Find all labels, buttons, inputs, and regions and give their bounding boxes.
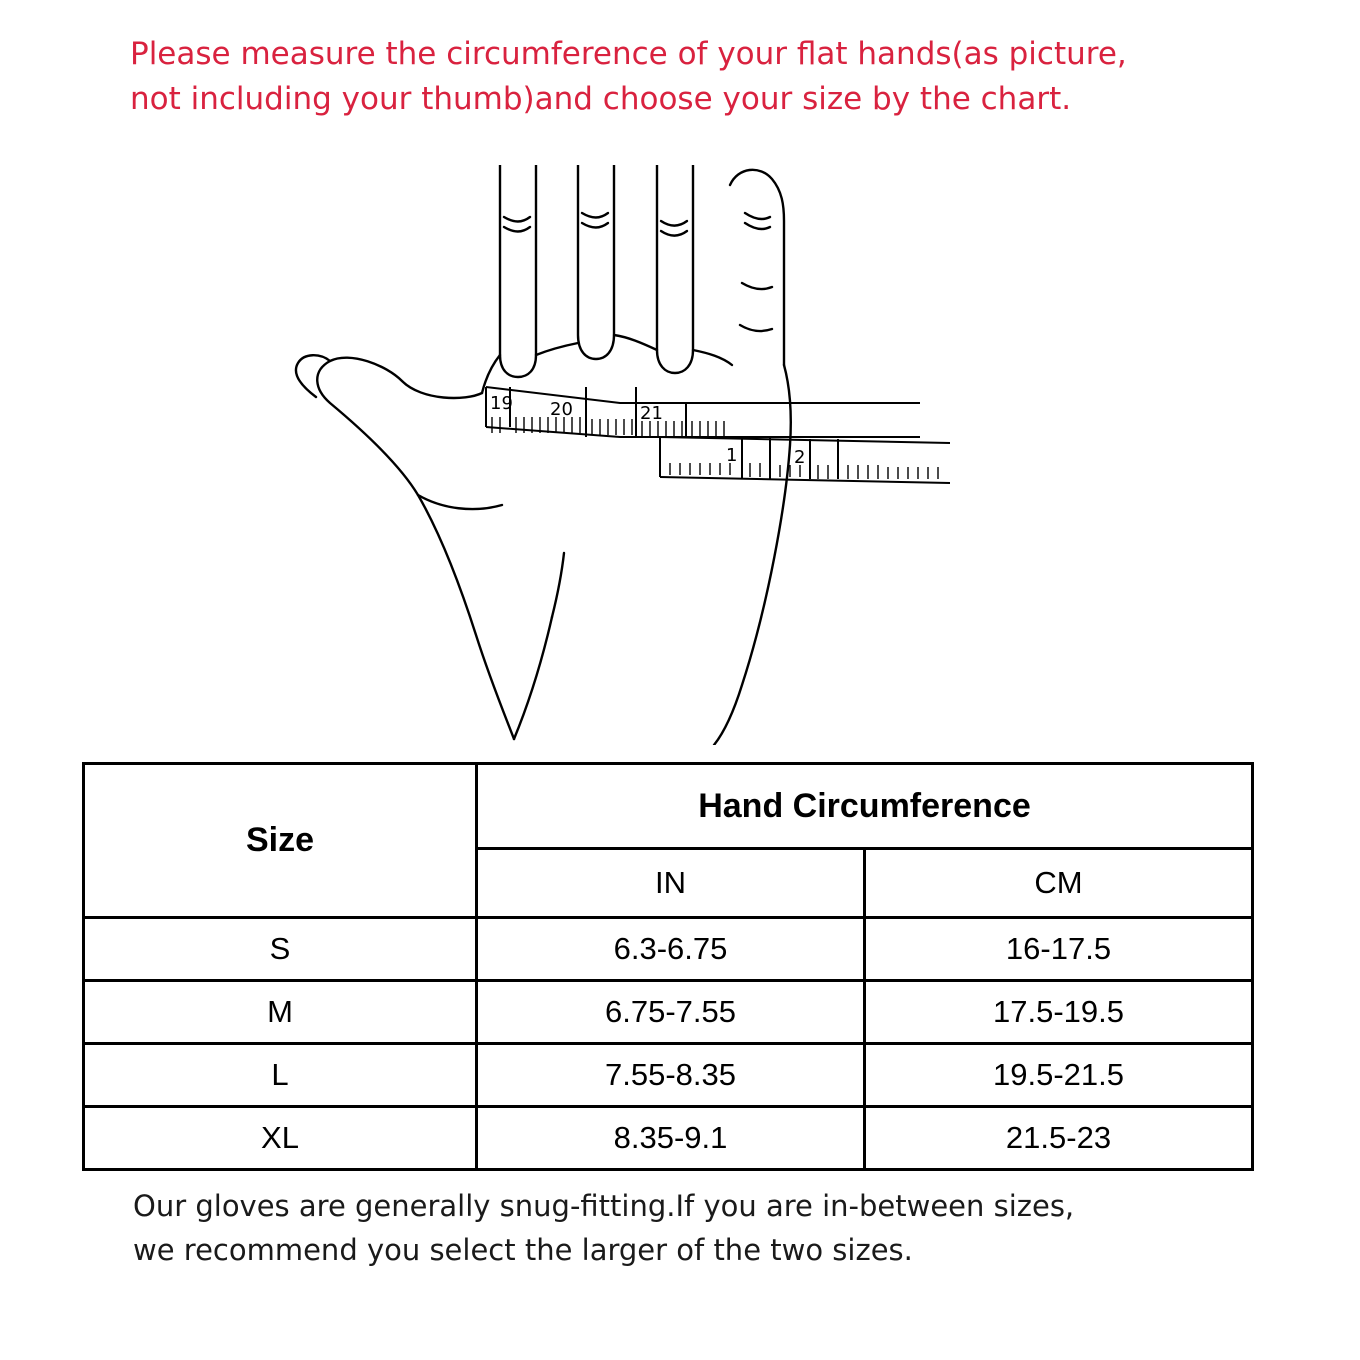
- cm-value: 16-17.5: [865, 918, 1253, 981]
- tape-cm-label-19: 19: [490, 393, 513, 414]
- instruction-line-1: Please measure the circumference of your flat hands(as picture,: [130, 36, 1127, 72]
- table-header-row: [84, 764, 1253, 849]
- size-value: L: [84, 1044, 477, 1107]
- in-value: 6.75-7.55: [477, 981, 865, 1044]
- unit-cm: CM: [865, 849, 1253, 918]
- cm-value: 17.5-19.5: [865, 981, 1253, 1044]
- tape-in-label-2: 2: [794, 447, 806, 468]
- fitting-note-line-1: Our gloves are generally snug-fitting.If you are in-between sizes,: [133, 1189, 1075, 1223]
- cm-value: 21.5-23: [865, 1107, 1253, 1170]
- unit-in: IN: [477, 849, 865, 918]
- table-row: [84, 1107, 1253, 1170]
- size-value: S: [84, 918, 477, 981]
- in-value: 8.35-9.1: [477, 1107, 865, 1170]
- table-row: [84, 918, 1253, 981]
- cm-value: 19.5-21.5: [865, 1044, 1253, 1107]
- measurement-instruction: [130, 32, 1260, 122]
- header-hand-circumference: Hand Circumference: [477, 764, 1253, 849]
- table-row: [84, 981, 1253, 1044]
- in-value: 6.3-6.75: [477, 918, 865, 981]
- tape-in-label-1: 1: [726, 445, 738, 466]
- instruction-line-2: not including your thumb)and choose your size by the chart.: [130, 80, 1072, 117]
- tape-cm-label-20: 20: [550, 399, 573, 420]
- size-value: M: [84, 981, 477, 1044]
- in-value: 7.55-8.35: [477, 1044, 865, 1107]
- tape-cm-label-21: 21: [640, 403, 663, 424]
- fitting-note-line-2: we recommend you select the larger of the two sizes.: [133, 1232, 913, 1267]
- size-chart-table: [82, 762, 1254, 1171]
- table-row: [84, 1044, 1253, 1107]
- fitting-note: [133, 1185, 1243, 1272]
- size-value: XL: [84, 1107, 477, 1170]
- header-size: Size: [84, 764, 477, 918]
- hand-measurement-diagram: [290, 165, 950, 745]
